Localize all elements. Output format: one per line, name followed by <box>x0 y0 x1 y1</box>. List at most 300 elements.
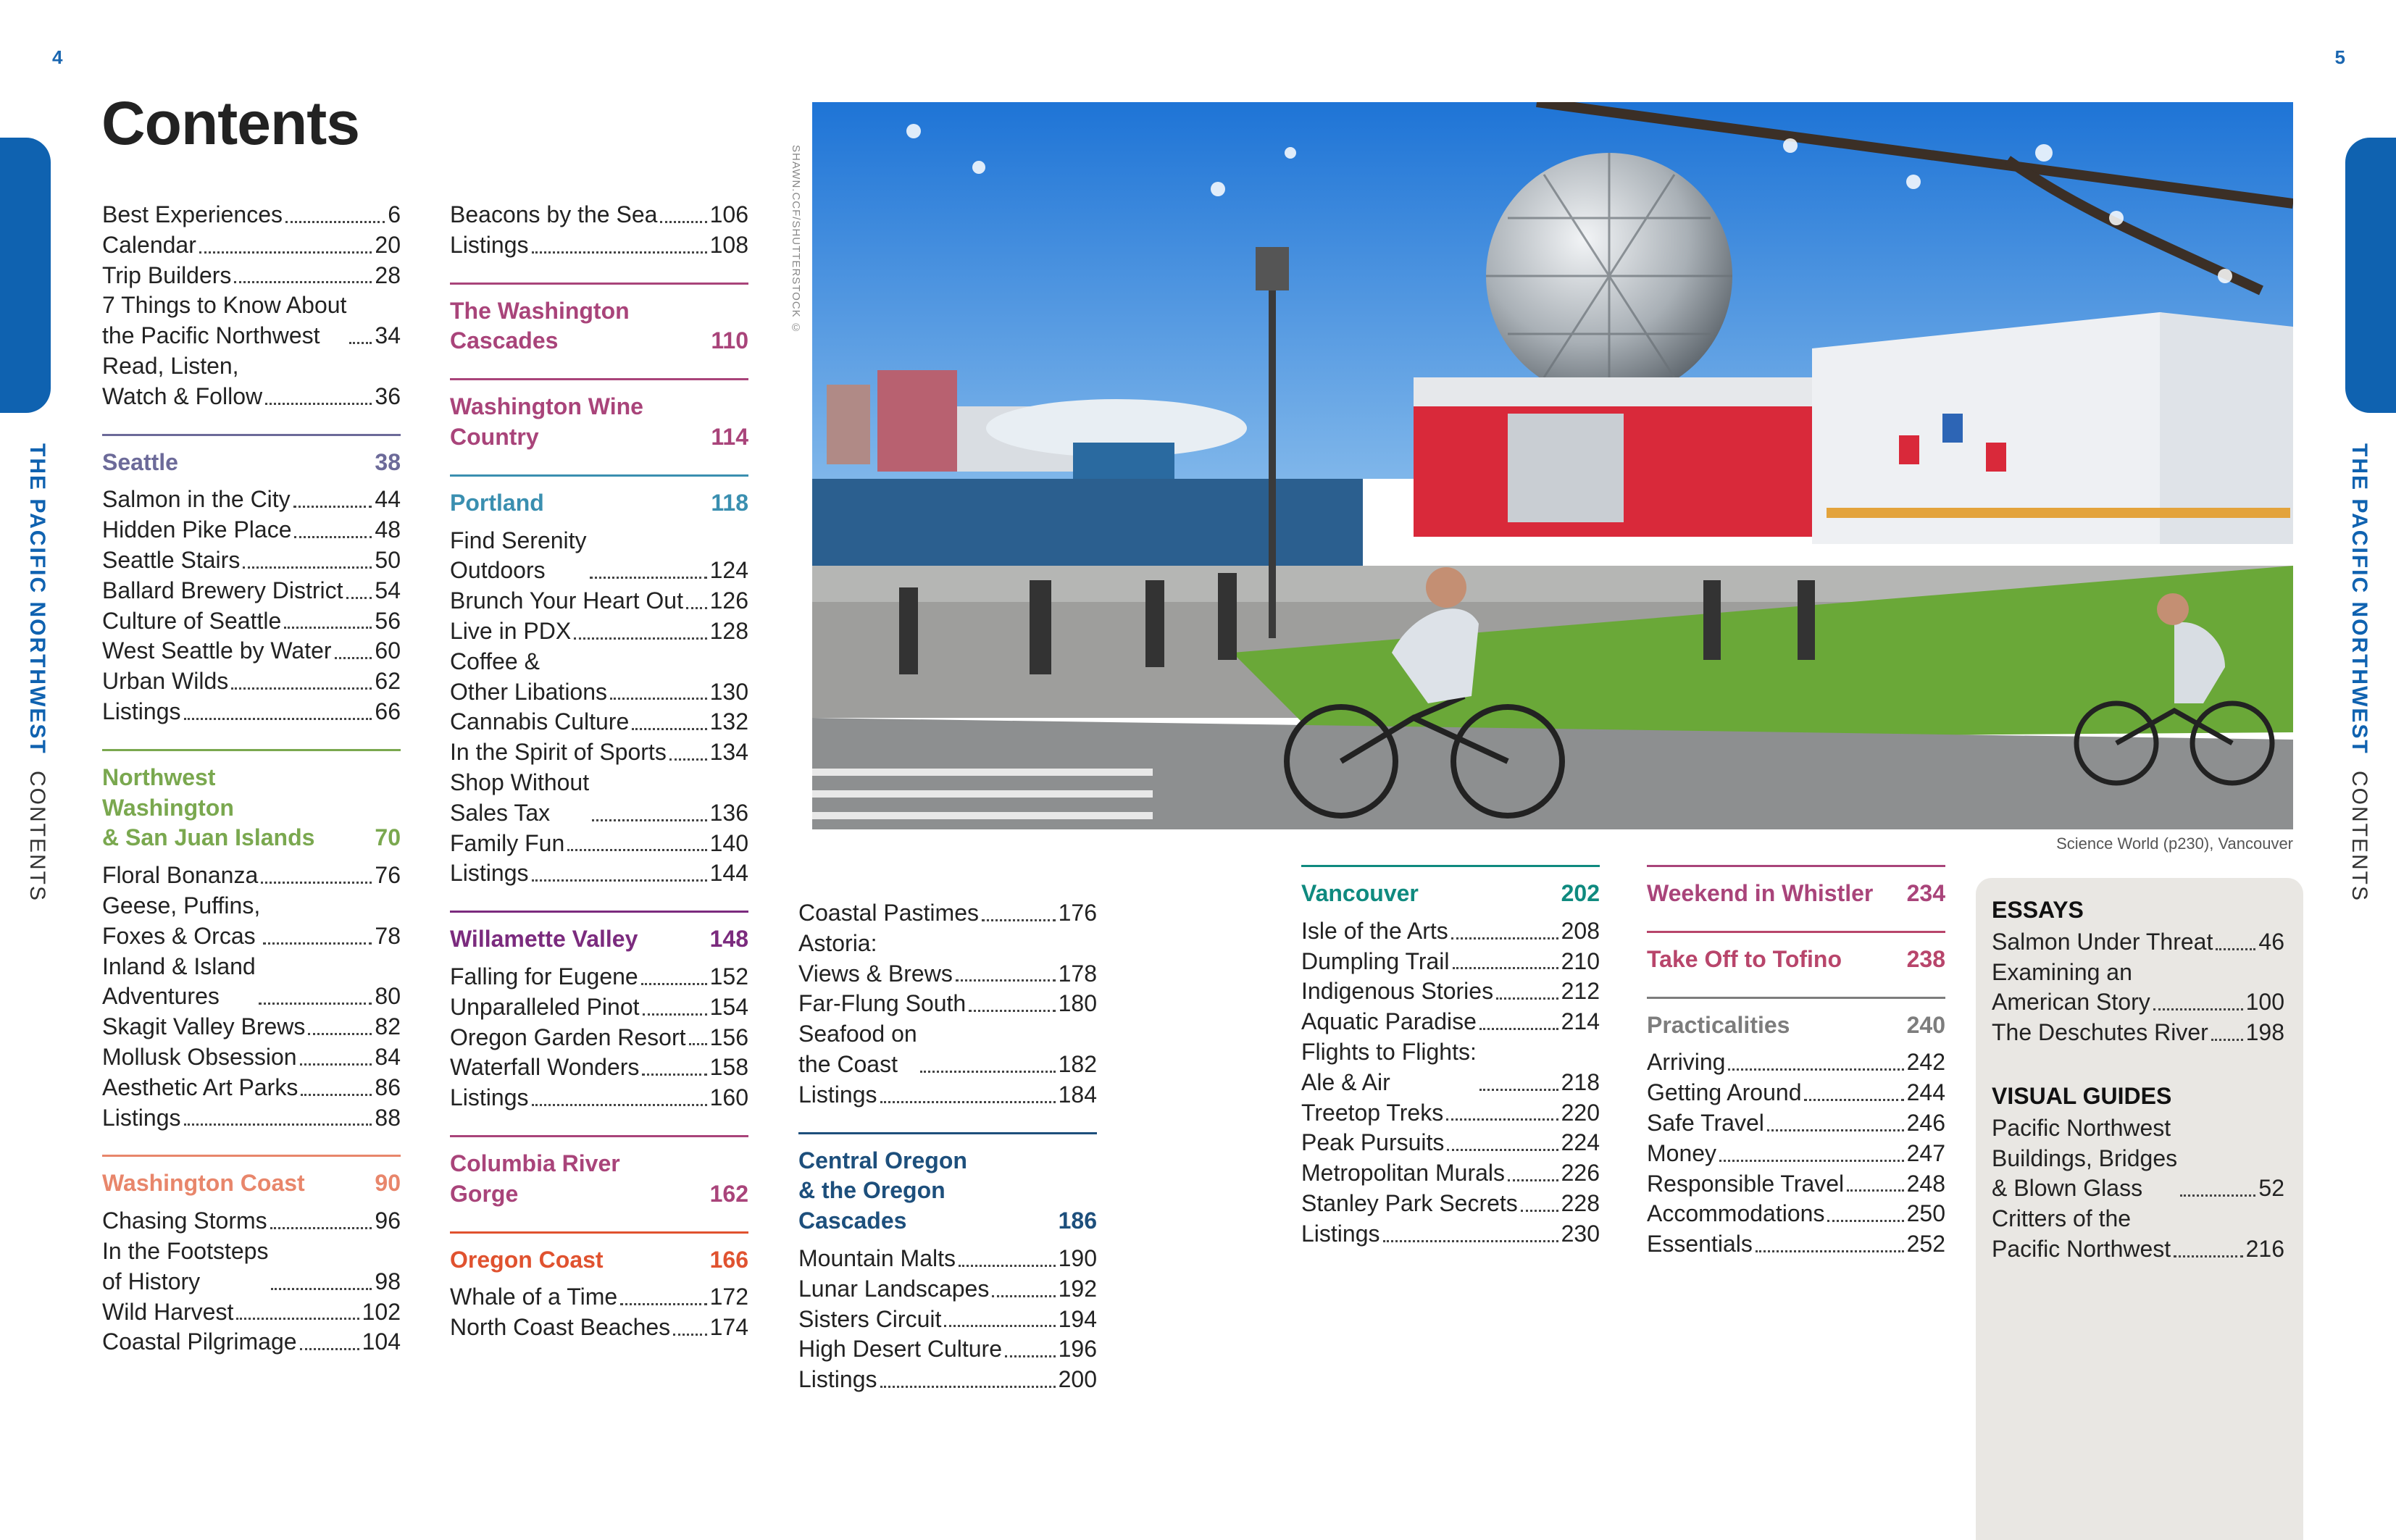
toc-entry[interactable] <box>798 1244 1097 1274</box>
toc-entry[interactable] <box>102 891 401 952</box>
leader-dots <box>1756 1250 1904 1252</box>
leader-dots <box>1496 997 1558 1000</box>
toc-entry-page: 220 <box>1561 1099 1600 1126</box>
toc-entry[interactable] <box>102 290 401 351</box>
toc-entry[interactable] <box>1301 947 1600 977</box>
toc-entry[interactable] <box>102 1042 401 1073</box>
side-title-thin: CONTENTS <box>2347 770 2371 902</box>
leader-dots <box>1479 1028 1558 1030</box>
toc-entry[interactable] <box>102 1073 401 1103</box>
section-divider <box>450 1135 748 1137</box>
toc-entry-title: Salmon Under Threat <box>1992 928 2213 955</box>
toc-entry[interactable] <box>450 200 748 230</box>
toc-entry-title: Trip Builders <box>102 261 232 288</box>
toc-entry-title: West Seattle by Water <box>102 637 332 664</box>
toc-entry-page: 88 <box>375 1104 401 1131</box>
toc-entry-page: 84 <box>375 1043 401 1070</box>
toc-entry[interactable] <box>798 1365 1097 1395</box>
essays-panel <box>1976 878 2303 1540</box>
toc-entry[interactable] <box>450 707 748 737</box>
toc-entry[interactable] <box>450 1083 748 1113</box>
photo-credit: SHAWN.CCF/SHUTTERSTOCK © <box>790 145 802 335</box>
visual-guides-heading: VISUAL GUIDES <box>1992 1082 2172 1109</box>
section-heading-title: Willamette Valley <box>450 926 638 953</box>
leader-dots <box>231 687 372 690</box>
section-heading[interactable] <box>1647 945 1945 975</box>
section-heading-page: 234 <box>1906 880 1945 906</box>
leader-dots <box>982 919 1056 921</box>
toc-entry[interactable] <box>450 1053 748 1083</box>
toc-entry-title: Geese, Puffins, Foxes & Orcas <box>102 892 261 949</box>
side-title-left <box>25 443 49 902</box>
leader-dots <box>236 1318 359 1320</box>
toc-entry[interactable] <box>1647 1139 1945 1169</box>
leader-dots <box>1005 1355 1056 1357</box>
toc-entry-page: 34 <box>375 322 401 349</box>
toc-entry-title: Hidden Pike Place <box>102 516 292 543</box>
toc-entry-title: Getting Around <box>1647 1079 1802 1106</box>
section-heading[interactable] <box>450 1245 748 1276</box>
toc-entry-page: 140 <box>709 829 748 856</box>
leader-dots <box>1521 1210 1558 1212</box>
side-title-bold: THE PACIFIC NORTHWEST <box>25 443 49 755</box>
section-heading-title: Washington Wine Country <box>450 393 643 450</box>
toc-entry-page: 212 <box>1561 978 1600 1005</box>
toc-entry[interactable] <box>450 526 748 587</box>
leader-dots <box>271 1288 372 1290</box>
toc-entry[interactable] <box>102 545 401 576</box>
toc-column-4 <box>1301 865 1600 1250</box>
toc-entry-page: 226 <box>1561 1160 1600 1187</box>
toc-entry-title: Aesthetic Art Parks <box>102 1074 299 1100</box>
section-divider <box>1647 865 1945 867</box>
toc-entry-title: Listings <box>450 231 529 258</box>
leader-dots <box>1383 1240 1558 1242</box>
toc-entry-page: 102 <box>362 1298 401 1325</box>
section-heading[interactable] <box>1647 1010 1945 1041</box>
toc-entry[interactable] <box>1301 976 1600 1007</box>
toc-entry-page: 6 <box>388 201 401 227</box>
section-heading[interactable] <box>450 924 748 955</box>
toc-entry-page: 180 <box>1058 990 1097 1017</box>
toc-entry[interactable] <box>798 1274 1097 1305</box>
toc-entry[interactable] <box>798 898 1097 929</box>
leader-dots <box>346 597 372 599</box>
section-divider <box>1647 997 1945 999</box>
toc-entry-page: 178 <box>1058 960 1097 987</box>
toc-entry[interactable] <box>450 1313 748 1343</box>
toc-entry-title: Inland & Island Adventures <box>102 953 256 1010</box>
toc-entry[interactable] <box>102 485 401 515</box>
section-heading-title: Vancouver <box>1301 880 1419 906</box>
toc-entry-title: Shop Without Sales Tax <box>450 769 590 826</box>
toc-entry[interactable] <box>798 929 1097 989</box>
toc-entry[interactable] <box>798 1305 1097 1335</box>
toc-entry-page: 208 <box>1561 917 1600 944</box>
toc-entry-title: Urban Wilds <box>102 668 229 695</box>
leader-dots <box>259 1003 372 1005</box>
toc-entry-page: 124 <box>709 557 748 584</box>
toc-entry-page: 176 <box>1058 900 1097 926</box>
toc-entry[interactable] <box>798 1019 1097 1080</box>
section-divider <box>102 434 401 436</box>
toc-entry-title: Salmon in the City <box>102 486 291 513</box>
leader-dots <box>184 1123 372 1126</box>
toc-entry[interactable] <box>1301 1007 1600 1037</box>
toc-entry[interactable] <box>102 200 401 230</box>
toc-entry-title: Safe Travel <box>1647 1109 1764 1136</box>
side-title-right <box>2347 443 2371 902</box>
toc-entry-page: 190 <box>1058 1244 1097 1271</box>
essays-column <box>1992 895 2284 1265</box>
toc-entry-page: 136 <box>709 799 748 826</box>
toc-entry[interactable] <box>798 1080 1097 1110</box>
leader-dots <box>660 221 706 223</box>
toc-entry-title: Metropolitan Murals <box>1301 1160 1505 1187</box>
leader-dots <box>944 1325 1055 1327</box>
toc-entry[interactable] <box>102 1327 401 1357</box>
toc-column-2 <box>450 200 748 1343</box>
toc-entry[interactable] <box>1301 1219 1600 1250</box>
toc-entry[interactable] <box>1992 958 2284 1018</box>
leader-dots <box>284 627 372 629</box>
toc-entry-page: 54 <box>375 577 401 603</box>
side-title-thin: CONTENTS <box>25 770 49 902</box>
toc-entry[interactable] <box>450 829 748 859</box>
toc-entry[interactable] <box>1647 1169 1945 1200</box>
toc-entry[interactable] <box>1647 1047 1945 1078</box>
toc-entry[interactable] <box>102 351 401 412</box>
toc-entry-page: 76 <box>375 862 401 889</box>
leader-dots <box>1827 1220 1903 1222</box>
toc-entry[interactable] <box>102 576 401 606</box>
toc-entry[interactable] <box>1301 916 1600 947</box>
leader-dots <box>1479 1089 1558 1091</box>
toc-entry[interactable] <box>450 737 748 768</box>
section-washington-cascades <box>450 283 748 357</box>
section-willamette-valley <box>450 911 748 1113</box>
toc-entry-page: 62 <box>375 668 401 695</box>
section-heading[interactable] <box>102 448 401 478</box>
leader-dots <box>243 566 372 569</box>
toc-entry-page: 224 <box>1561 1129 1600 1156</box>
toc-entry[interactable] <box>1647 1078 1945 1108</box>
section-divider <box>450 378 748 380</box>
section-heading[interactable] <box>450 296 748 357</box>
leader-dots <box>263 942 372 945</box>
leader-dots <box>270 1227 372 1229</box>
toc-entry[interactable] <box>450 1282 748 1313</box>
toc-entry-page: 252 <box>1906 1231 1945 1257</box>
toc-entry-page: 230 <box>1561 1220 1600 1247</box>
toc-entry-page: 174 <box>709 1314 748 1341</box>
toc-entry[interactable] <box>102 515 401 545</box>
leader-dots <box>199 251 372 254</box>
toc-entry[interactable] <box>1301 1098 1600 1129</box>
toc-entry[interactable] <box>1301 1037 1600 1098</box>
leader-dots <box>620 1303 706 1305</box>
toc-entry[interactable] <box>1992 1204 2284 1265</box>
toc-entry-title: Essentials <box>1647 1231 1753 1257</box>
toc-entry[interactable] <box>450 858 748 889</box>
section-heading[interactable] <box>102 1168 401 1199</box>
toc-entry[interactable] <box>450 768 748 829</box>
toc-entry[interactable] <box>798 1334 1097 1365</box>
toc-entry-title: In the Spirit of Sports <box>450 739 667 766</box>
section-practicalities <box>1647 997 1945 1260</box>
toc-entry[interactable] <box>1301 1128 1600 1158</box>
toc-entry-title: Pacific Northwest Buildings, Bridges & Blown Glass <box>1992 1114 2178 1202</box>
section-heading[interactable] <box>450 392 748 453</box>
toc-entry-page: 134 <box>709 739 748 766</box>
section-heading-page: 202 <box>1561 880 1600 906</box>
toc-entry[interactable] <box>102 861 401 891</box>
toc-entry-title: Listings <box>798 1081 877 1108</box>
essays-list <box>1992 927 2284 1048</box>
leader-dots <box>590 577 707 579</box>
toc-entry[interactable] <box>1992 927 2284 958</box>
toc-intro-list <box>450 200 748 261</box>
page-number-left: 4 <box>52 46 63 68</box>
toc-entry-page: 104 <box>362 1328 401 1355</box>
toc-entry[interactable] <box>102 952 401 1013</box>
section-portland <box>450 474 748 889</box>
toc-entry-title: Beacons by the Sea <box>450 201 658 227</box>
leader-dots <box>1719 1160 1904 1162</box>
toc-entry-page: 172 <box>709 1284 748 1310</box>
section-heading-page: 118 <box>711 489 748 516</box>
toc-entry-page: 28 <box>375 261 401 288</box>
toc-entry-title: Floral Bonanza <box>102 862 259 889</box>
toc-entry-title: Live in PDX <box>450 617 572 644</box>
toc-intro-list <box>798 898 1097 1110</box>
toc-column-5 <box>1647 865 1945 1260</box>
toc-entry-title: Wild Harvest <box>102 1298 234 1325</box>
toc-entry[interactable] <box>1301 1189 1600 1219</box>
toc-entry-title: Culture of Seattle <box>102 607 282 634</box>
leader-dots <box>641 983 707 985</box>
toc-intro-list <box>102 200 401 412</box>
leader-dots <box>689 1043 707 1045</box>
toc-entry-page: 194 <box>1058 1305 1097 1332</box>
section-washington-wine-country <box>450 378 748 453</box>
toc-entry-page: 210 <box>1561 947 1600 974</box>
leader-dots <box>300 1063 372 1066</box>
toc-entry-page: 214 <box>1561 1008 1600 1035</box>
section-heading-page: 240 <box>1906 1011 1945 1038</box>
toc-entry-title: Astoria: Views & Brews <box>798 929 953 987</box>
toc-entry[interactable] <box>102 606 401 637</box>
toc-entry-title: Best Experiences <box>102 201 283 227</box>
toc-entry-title: Ballard Brewery District <box>102 577 343 603</box>
toc-entry[interactable] <box>102 666 401 697</box>
toc-entry-title: Accommodations <box>1647 1200 1825 1227</box>
toc-entry-title: Arriving <box>1647 1049 1726 1076</box>
side-title-bold: THE PACIFIC NORTHWEST <box>2347 443 2371 755</box>
toc-entry-title: Listings <box>798 1366 877 1393</box>
section-heading-page: 110 <box>711 327 748 354</box>
toc-entry-page: 48 <box>375 516 401 543</box>
toc-entry-page: 144 <box>709 860 748 887</box>
leader-dots <box>880 1386 1056 1388</box>
visual-guides-list <box>1992 1113 2284 1265</box>
toc-column-3 <box>798 898 1097 1395</box>
toc-entry[interactable] <box>1647 1199 1945 1229</box>
leader-dots <box>234 281 372 283</box>
toc-entry-page: 247 <box>1906 1139 1945 1166</box>
toc-entry-page: 52 <box>2258 1175 2284 1202</box>
leader-dots <box>532 1104 707 1106</box>
toc-entry[interactable] <box>102 1012 401 1042</box>
section-divider <box>102 1155 401 1157</box>
section-heading-title: Seattle <box>102 448 178 475</box>
toc-entry-page: 130 <box>709 678 748 705</box>
toc-column-1 <box>102 200 401 1357</box>
page-title: Contents <box>101 89 359 157</box>
leader-dots <box>1447 1149 1558 1151</box>
leader-dots <box>1453 967 1558 969</box>
section-heading[interactable] <box>1301 879 1600 909</box>
section-heading-page: 90 <box>375 1170 401 1197</box>
toc-entry-page: 216 <box>2245 1235 2284 1262</box>
leader-dots <box>2174 1255 2242 1257</box>
section-heading-page: 70 <box>375 824 401 851</box>
toc-entry[interactable] <box>102 636 401 666</box>
toc-entry[interactable] <box>450 616 748 647</box>
toc-entry[interactable] <box>1992 1113 2284 1204</box>
toc-entry-title: Treetop Treks <box>1301 1099 1444 1126</box>
leader-dots <box>1804 1099 1903 1101</box>
toc-entry[interactable] <box>450 992 748 1023</box>
toc-entry-title: High Desert Culture <box>798 1336 1002 1363</box>
toc-entry-title: Examining an American Story <box>1992 958 2150 1016</box>
toc-entry-title: Whale of a Time <box>450 1284 618 1310</box>
toc-entry-page: 248 <box>1906 1170 1945 1197</box>
toc-entry-page: 20 <box>375 231 401 258</box>
section-heading-title: Central Oregon & the Oregon Cascades <box>798 1147 967 1234</box>
section-heading[interactable] <box>450 488 748 519</box>
section-washington-coast <box>102 1155 401 1357</box>
toc-entry[interactable] <box>1992 1018 2284 1048</box>
toc-entry-title: Coastal Pastimes <box>798 900 979 926</box>
leader-dots <box>2153 1008 2243 1010</box>
toc-entry-page: 198 <box>2245 1019 2284 1046</box>
toc-entry-page: 184 <box>1058 1081 1097 1108</box>
toc-entry-title: Oregon Garden Resort <box>450 1024 686 1050</box>
section-divider <box>798 1132 1097 1134</box>
leader-dots <box>2180 1194 2255 1197</box>
toc-entry-page: 80 <box>375 983 401 1010</box>
leader-dots <box>532 251 707 254</box>
toc-entry[interactable] <box>102 230 401 261</box>
leader-dots <box>610 698 707 700</box>
toc-entry-page: 154 <box>709 993 748 1020</box>
toc-entry-page: 108 <box>709 231 748 258</box>
toc-entry[interactable] <box>450 1023 748 1053</box>
toc-entry[interactable] <box>450 647 748 708</box>
toc-entry-title: Family Fun <box>450 829 565 856</box>
toc-entry-title: Chasing Storms <box>102 1208 267 1234</box>
section-heading-page: 238 <box>1906 945 1945 972</box>
leader-dots <box>1847 1189 1903 1192</box>
toc-entry-title: Seattle Stairs <box>102 546 241 573</box>
toc-entry[interactable] <box>798 989 1097 1019</box>
toc-entry-page: 50 <box>375 546 401 573</box>
toc-entry-title: Far-Flung South <box>798 990 967 1017</box>
toc-entry-title: Aquatic Paradise <box>1301 1008 1477 1035</box>
leader-dots <box>1508 1179 1558 1181</box>
toc-entry[interactable] <box>1647 1229 1945 1260</box>
toc-entry-title: Coastal Pilgrimage <box>102 1328 297 1355</box>
leader-dots <box>285 221 385 223</box>
leader-dots <box>2216 948 2255 950</box>
toc-entry-title: Mountain Malts <box>798 1244 956 1271</box>
toc-entry-title: Money <box>1647 1139 1717 1166</box>
essays-heading: ESSAYS <box>1992 897 2084 923</box>
science-world-photo <box>812 102 2293 829</box>
section-divider <box>1647 931 1945 933</box>
toc-entry-title: Brunch Your Heart Out <box>450 587 683 614</box>
chapter-tab-left <box>0 138 51 413</box>
toc-entry-title: Find Serenity Outdoors <box>450 527 587 584</box>
toc-entry-page: 98 <box>375 1268 401 1294</box>
toc-entry-page: 86 <box>375 1074 401 1100</box>
toc-entry-title: Isle of the Arts <box>1301 917 1448 944</box>
leader-dots <box>673 1334 706 1336</box>
toc-entry[interactable] <box>102 1297 401 1328</box>
toc-entry[interactable] <box>450 962 748 992</box>
toc-entry-page: 36 <box>375 382 401 409</box>
toc-entry[interactable] <box>450 586 748 616</box>
section-oregon-coast <box>450 1231 748 1343</box>
section-heading-page: 162 <box>709 1180 748 1207</box>
leader-dots <box>592 819 707 821</box>
toc-entry[interactable] <box>102 261 401 291</box>
leader-dots <box>349 342 372 344</box>
section-heading-title: Take Off to Tofino <box>1647 945 1842 972</box>
toc-entry-page: 106 <box>709 201 748 227</box>
toc-entry-page: 60 <box>375 637 401 664</box>
section-heading[interactable] <box>450 1149 748 1210</box>
leader-dots <box>574 637 706 640</box>
leader-dots <box>261 882 372 884</box>
toc-entry-page: 152 <box>709 963 748 989</box>
toc-entry[interactable] <box>102 1206 401 1236</box>
toc-entry-title: Calendar <box>102 231 196 258</box>
toc-entry[interactable] <box>1301 1158 1600 1189</box>
section-heading[interactable] <box>102 763 401 853</box>
toc-entry-title: Listings <box>450 1084 529 1111</box>
toc-entry-title: Waterfall Wonders <box>450 1054 640 1081</box>
toc-entry-title: Unparalleled Pinot <box>450 993 640 1020</box>
section-heading[interactable] <box>1647 879 1945 909</box>
toc-entry[interactable] <box>102 697 401 727</box>
toc-entry-title: Listings <box>1301 1220 1380 1247</box>
toc-entry[interactable] <box>102 1103 401 1134</box>
toc-entry-page: 78 <box>375 922 401 949</box>
toc-entry-page: 126 <box>709 587 748 614</box>
toc-entry-title: The Deschutes River <box>1992 1019 2208 1046</box>
photo-caption: Science World (p230), Vancouver <box>2056 834 2293 853</box>
toc-entry-page: 218 <box>1561 1068 1600 1095</box>
toc-entry[interactable] <box>1647 1108 1945 1139</box>
leader-dots <box>335 657 372 659</box>
toc-entry[interactable] <box>450 230 748 261</box>
toc-entry-page: 46 <box>2258 928 2284 955</box>
chapter-tab-right <box>2345 138 2396 413</box>
toc-entry[interactable] <box>102 1236 401 1297</box>
section-heading[interactable] <box>798 1146 1097 1236</box>
